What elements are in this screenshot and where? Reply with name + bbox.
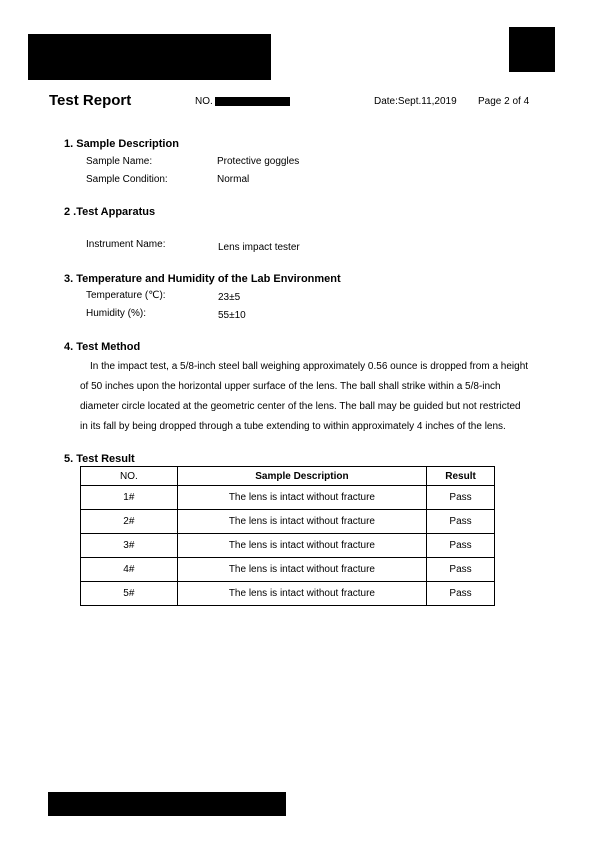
table-row <box>81 582 495 606</box>
redacted-report-number <box>215 97 290 106</box>
result-table <box>80 466 495 606</box>
humidity-label: Humidity (%): <box>86 308 147 319</box>
cell-description: The lens is intact without fracture <box>177 582 426 606</box>
page-number: Page 2 of 4 <box>478 96 530 107</box>
table-row <box>81 558 495 582</box>
cell-result: Pass <box>427 534 495 558</box>
section-heading-environment: 3. Temperature and Humidity of the Lab Environment <box>64 273 341 285</box>
method-paragraph-line: in its fall by being dropped through a tube extending to within approximately 4 inches of the lens. <box>80 421 506 432</box>
cell-no: 1# <box>81 486 178 510</box>
section-heading-apparatus: 2 .Test Apparatus <box>64 206 156 218</box>
instrument-name-value: Lens impact tester <box>218 242 300 253</box>
redacted-corner-mark <box>509 27 555 72</box>
section-heading-method: 4. Test Method <box>64 341 141 353</box>
cell-no: 4# <box>81 558 178 582</box>
redacted-header-logo <box>28 34 271 80</box>
method-paragraph-line: of 50 inches upon the horizontal upper surface of the lens. The ball shall strike within a 5/8-inch <box>80 381 501 392</box>
sample-name-label: Sample Name: <box>86 156 153 167</box>
table-row <box>81 534 495 558</box>
sample-name-value: Protective goggles <box>217 156 300 167</box>
cell-description: The lens is intact without fracture <box>177 534 426 558</box>
temperature-label: Temperature (℃): <box>86 290 166 301</box>
humidity-value: 55±10 <box>218 310 246 321</box>
instrument-name-label: Instrument Name: <box>86 239 166 250</box>
sample-condition-label: Sample Condition: <box>86 174 168 185</box>
cell-result: Pass <box>427 486 495 510</box>
cell-description: The lens is intact without fracture <box>177 486 426 510</box>
cell-no: 5# <box>81 582 178 606</box>
report-date: Date:Sept.11,2019 <box>374 96 457 107</box>
method-paragraph-line: In the impact test, a 5/8-inch steel ball weighing approximately 0.56 ounce is dropped from a height <box>90 361 529 372</box>
table-row <box>81 486 495 510</box>
redacted-footer <box>48 792 286 816</box>
section-heading-result: 5. Test Result <box>64 453 135 465</box>
method-paragraph-line: diameter circle located at the geometric center of the lens. The ball may be guided but not restricted <box>80 401 521 412</box>
temperature-value: 23±5 <box>218 292 241 303</box>
column-header-result: Result <box>427 467 495 486</box>
cell-result: Pass <box>427 582 495 606</box>
column-header-no: NO. <box>81 467 178 486</box>
sample-condition-value: Normal <box>217 174 250 185</box>
table-header-row <box>81 467 495 486</box>
cell-description: The lens is intact without fracture <box>177 510 426 534</box>
section-heading-sample: 1. Sample Description <box>64 138 179 150</box>
column-header-description: Sample Description <box>177 467 426 486</box>
cell-no: 3# <box>81 534 178 558</box>
cell-result: Pass <box>427 558 495 582</box>
report-number-label: NO. <box>195 96 213 107</box>
page-title: Test Report <box>49 92 132 109</box>
cell-no: 2# <box>81 510 178 534</box>
table-row <box>81 510 495 534</box>
cell-description: The lens is intact without fracture <box>177 558 426 582</box>
cell-result: Pass <box>427 510 495 534</box>
